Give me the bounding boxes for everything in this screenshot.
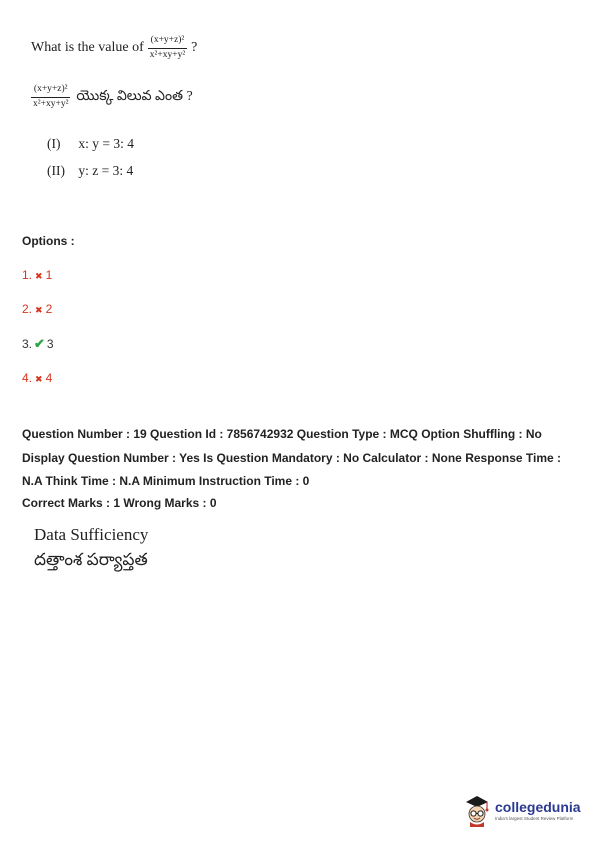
statement-2 [47, 163, 133, 179]
question-prefix: What is the value of [31, 40, 144, 55]
option-value: 4 [45, 371, 53, 385]
logo-brand: collegedunia [495, 798, 581, 815]
statement-text: x: y = 3: 4 [78, 136, 134, 151]
fraction-denominator: x²+xy+y² [149, 49, 186, 60]
marks-info: Correct Marks : 1 Wrong Marks : 0 [22, 496, 217, 510]
option-value: 3 [46, 337, 54, 351]
option-1 [22, 268, 52, 282]
statement-1 [47, 136, 134, 152]
question-english [31, 36, 197, 60]
fraction-numerator: (x+y+z)² [33, 84, 68, 94]
section-title-english: Data Sufficiency [34, 525, 149, 544]
question-telugu-text: యొక్క విలువ ఎంత ? [76, 88, 193, 104]
cross-icon: ✖ [35, 271, 43, 281]
option-number: 3. [22, 337, 33, 351]
option-2 [22, 302, 52, 316]
question-suffix: ? [191, 40, 198, 55]
statement-index: (I) [47, 136, 61, 151]
fraction-numerator: (x+y+z)² [150, 35, 185, 45]
option-number: 1. [22, 268, 33, 282]
student-mascot-icon [462, 793, 492, 827]
cross-icon: ✖ [35, 305, 43, 315]
check-icon: ✔ [34, 336, 45, 351]
option-number: 4. [22, 371, 33, 385]
statement-text: y: z = 3: 4 [78, 163, 134, 178]
question-fraction [148, 36, 187, 60]
question-telugu [31, 85, 193, 109]
fraction-denominator: x²+xy+y² [33, 98, 69, 109]
option-number: 2. [22, 302, 33, 316]
option-value: 2 [45, 302, 53, 316]
logo-tagline: India's largest Student Review Platform [495, 815, 574, 821]
statement-index: (II) [47, 163, 65, 178]
option-3 [22, 336, 54, 352]
section-title-telugu: దత్తాంశ పర్యాప్తత [34, 550, 148, 569]
question-fraction-telugu [31, 85, 70, 109]
collegedunia-logo [462, 793, 581, 827]
option-4 [22, 371, 52, 385]
cross-icon: ✖ [35, 374, 43, 384]
option-value: 1 [45, 268, 53, 282]
question-metadata: Question Number : 19 Question Id : 7856742932 Question Type : MCQ Option Shuffling : No Display Question Number : Yes Is Question Mandatory : No Calculator : None Response Time : N.A Think Time : N.A Minimum Instruction Time : 0 [22, 427, 561, 488]
options-heading: Options : [22, 234, 75, 248]
